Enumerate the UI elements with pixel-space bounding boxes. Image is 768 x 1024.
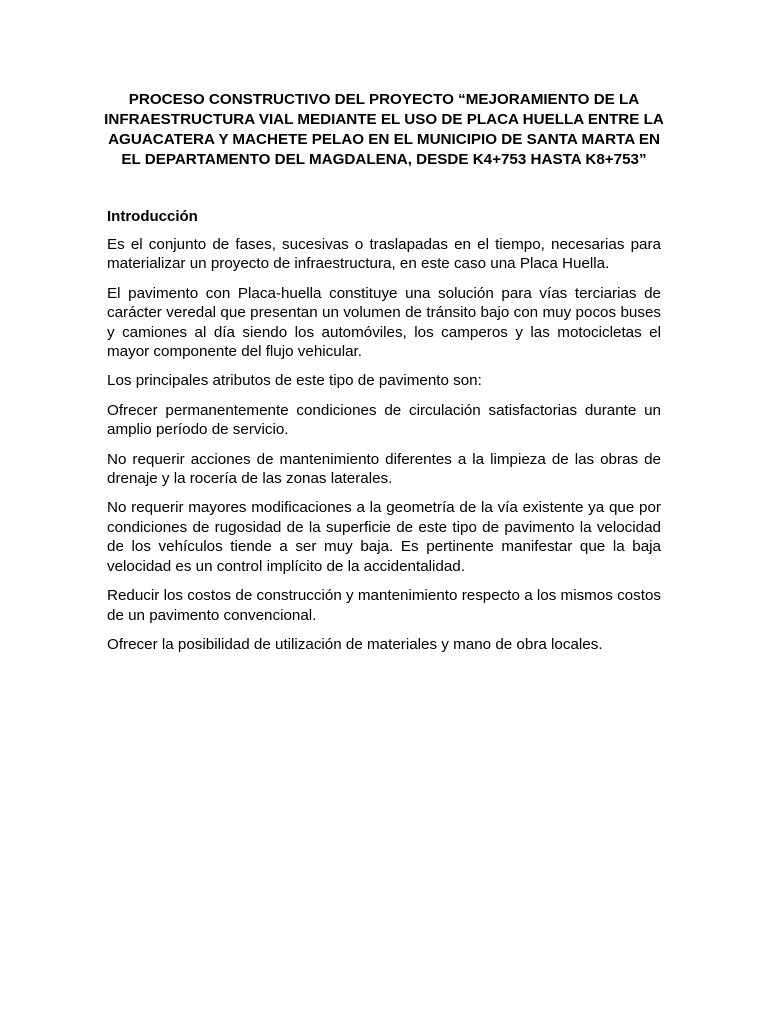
paragraph-3: Los principales atributos de este tipo de pavimento son: [107,372,482,390]
paragraph-8: Ofrecer la posibilidad de utilización de materiales y mano de obra locales. [107,635,603,653]
paragraph-1: Es el conjunto de fases, sucesivas o traslapadas en el tiempo, necesarias para materializar un proyecto de infraestructura, en este caso una Placa Huella. [107,236,661,273]
document-title: PROCESO CONSTRUCTIVO DEL PROYECTO “MEJORAMIENTO DE LA INFRAESTRUCTURA VIAL MEDIANTE EL USO DE PLACA HUELLA ENTRE LA AGUACATERA Y MACHETE PELAO EN EL MUNICIPIO DE SANTA MARTA EN EL DEPARTAMENTO DEL MAGDALENA, DESDE K4+753 HASTA K8+753” [104,91,664,168]
paragraph-6: No requerir mayores modificaciones a la geometría de la vía existente ya que por condiciones de rugosidad de la superficie de este tipo de pavimento la velocidad de los vehículos tiende a ser muy baja. Es pertinente manifestar que la baja velocidad es un control implícito de la accidentalidad. [107,499,661,575]
paragraph-5: No requerir acciones de mantenimiento diferentes a la limpieza de las obras de drenaje y la rocería de las zonas laterales. [107,450,661,488]
document-body [107,207,661,664]
paragraph-2: El pavimento con Placa-huella constituye una solución para vías terciarias de carácter veredal que presentan un volumen de tránsito bajo con muy pocos buses y camiones al día siendo los automóviles, los camperos y las motocicletas el mayor componente del flujo vehicular. [107,284,661,361]
paragraph-4: Ofrecer permanentemente condiciones de circulación satisfactorias durante un amplio período de servicio. [107,401,661,439]
paragraph-7: Reducir los costos de construcción y mantenimiento respecto a los mismos costos de un pavimento convencional. [107,587,661,624]
section-heading: Introducción [107,208,198,225]
